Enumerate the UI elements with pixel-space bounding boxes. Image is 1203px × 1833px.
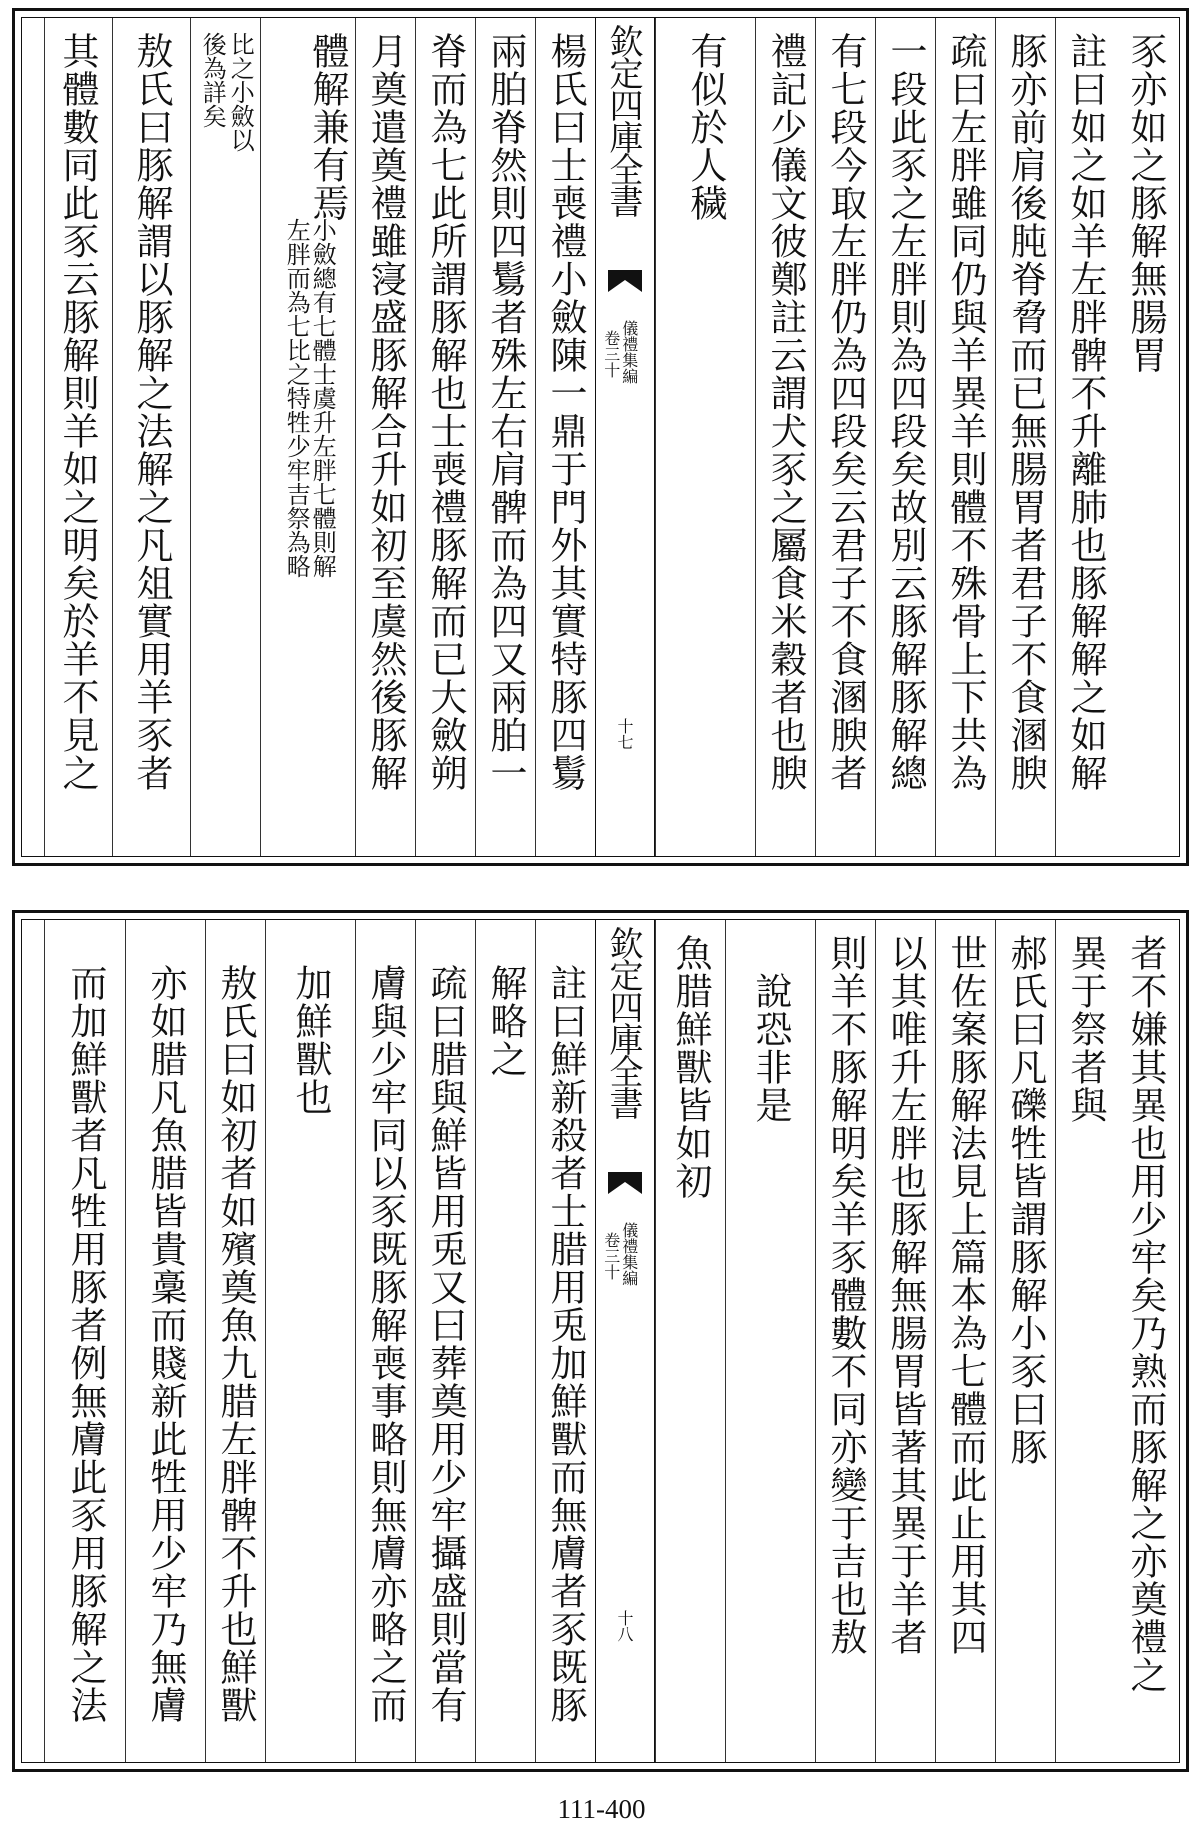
- text-column: [125, 920, 205, 1762]
- column-text: 者不嫌其異也用少牢矣乃熟而豚解之亦奠禮之: [1124, 934, 1167, 1694]
- column-text: 一段此豕之左胖則為四段矣故別云豚解豚解總: [884, 32, 927, 792]
- column-text: 月奠遣奠禮雖寖盛豚解合升如初至虞然後豚解: [364, 32, 407, 792]
- text-column: [190, 18, 260, 856]
- volume-label: 卷三十: [601, 1232, 621, 1280]
- column-text: 而加鮮獸者凡牲用豚者例無膚此豕用豚解之法: [64, 964, 107, 1724]
- column-text: 解略之: [484, 964, 527, 1078]
- column-text: 疏曰左胖雖同仍與羊異羊則體不殊骨上下共為: [944, 32, 987, 792]
- page-number: 十八: [615, 1610, 634, 1642]
- annotation-note: 後為詳矣: [198, 32, 227, 128]
- page-number: 十七: [615, 718, 634, 750]
- text-column: [415, 18, 475, 856]
- column-text: 則羊不豚解明矣羊豕體數不同亦變于吉也敖: [824, 934, 867, 1656]
- top-page: [12, 8, 1189, 866]
- text-column: [875, 18, 935, 856]
- column-text: 禮記少儀文彼鄭註云謂犬豕之屬食米穀者也腴: [764, 32, 807, 792]
- volume-label: 卷三十: [601, 330, 621, 378]
- text-column: [1115, 920, 1179, 1762]
- column-text: 說恐非是: [749, 972, 792, 1124]
- column-text: 豚亦前肩後肫脊脅而已無腸胃者君子不食溷腴: [1004, 32, 1047, 792]
- column-text: 加鮮獸也: [289, 964, 332, 1116]
- text-column: [415, 920, 475, 1762]
- text-column: [875, 920, 935, 1762]
- text-column: [815, 920, 875, 1762]
- text-column: [1055, 18, 1115, 856]
- column-text: 有七段今取左胖仍為四段矣云君子不食溷腴者: [824, 32, 867, 792]
- text-column: [260, 18, 355, 856]
- text-column: [725, 920, 815, 1762]
- text-column: [1055, 920, 1115, 1762]
- column-text: 異于祭者與: [1064, 934, 1107, 1124]
- text-column: [755, 18, 815, 856]
- annotation-note: 比之小斂以: [226, 32, 255, 152]
- column-text: 魚腊鮮獸皆如初: [669, 934, 712, 1200]
- text-column: [655, 18, 755, 856]
- text-column: [265, 920, 355, 1762]
- text-column: [355, 920, 415, 1762]
- text-column: [355, 18, 415, 856]
- column-text: 其體數同此豕云豚解則羊如之明矣於羊不見之: [56, 32, 99, 792]
- text-column: [475, 18, 535, 856]
- column-text: 豕亦如之豚解無腸胃: [1124, 32, 1167, 374]
- column-text: 世佐案豚解法見上篇本為七體而此止用其四: [944, 934, 987, 1656]
- column-text: 亦如腊凡魚腊皆貴稾而賤新此牲用少牢乃無膚: [144, 964, 187, 1724]
- column-text: 脊而為七此所謂豚解也士喪禮豚解而已大斂朔: [424, 32, 467, 792]
- column-text: 註曰如之如羊左胖髀不升離肺也豚解解之如解: [1064, 32, 1107, 792]
- annotation-note: 左胖而為七比之特牲少牢吉祭為略: [282, 218, 311, 578]
- text-column: [935, 920, 995, 1762]
- text-column: [205, 920, 265, 1762]
- column-text: 膚與少牢同以豕既豚解喪事略則無膚亦略之而: [364, 964, 407, 1724]
- text-column: [44, 18, 112, 856]
- column-text: 敖氏曰豚解謂以豚解之法解之凡俎實用羊豕者: [130, 32, 173, 792]
- column-text: 體解兼有焉: [306, 32, 349, 222]
- library-title: 欽定四庫全書: [603, 24, 643, 216]
- column-text: 兩胉脊然則四鬄者殊左右肩髀而為四又兩胉一: [484, 32, 527, 792]
- text-column: [475, 920, 535, 1762]
- text-column: [995, 920, 1055, 1762]
- text-column: [535, 18, 595, 856]
- text-column: [655, 920, 725, 1762]
- bottom-page: [12, 910, 1189, 1772]
- annotation-note: 小斂總有七體士虞升左胖七體則解: [308, 218, 337, 578]
- book-title: 儀禮集編: [619, 320, 639, 384]
- book-title: 儀禮集編: [619, 1222, 639, 1286]
- text-column: [44, 920, 125, 1762]
- page-footer-number: 111-400: [557, 1794, 646, 1824]
- center-fold-label: [595, 18, 655, 856]
- text-column: [1115, 18, 1179, 856]
- column-text: 楊氏曰士喪禮小斂陳一鼎于門外其實特豚四鬄: [544, 32, 587, 792]
- fish-tail-mark-icon: [608, 1172, 642, 1202]
- text-column: [995, 18, 1055, 856]
- column-text: 敖氏曰如初者如殯奠魚九腊左胖髀不升也鮮獸: [214, 964, 257, 1724]
- library-title: 欽定四庫全書: [603, 926, 643, 1118]
- column-text: 有似於人穢: [684, 32, 727, 222]
- text-column: [935, 18, 995, 856]
- column-text: 註曰鮮新殺者士腊用兎加鮮獸而無膚者豕既豚: [544, 964, 587, 1724]
- text-column: [535, 920, 595, 1762]
- text-column: [815, 18, 875, 856]
- column-text: 疏曰腊與鮮皆用兎又曰葬奠用少牢攝盛則當有: [424, 964, 467, 1724]
- column-text: 郝氏曰凡礫牲皆謂豚解小豕曰豚: [1004, 934, 1047, 1466]
- text-column: [112, 18, 190, 856]
- center-fold-label: [595, 920, 655, 1762]
- column-text: 以其唯升左胖也豚解無腸胃皆著其異于羊者: [884, 934, 927, 1656]
- fish-tail-mark-icon: [608, 270, 642, 300]
